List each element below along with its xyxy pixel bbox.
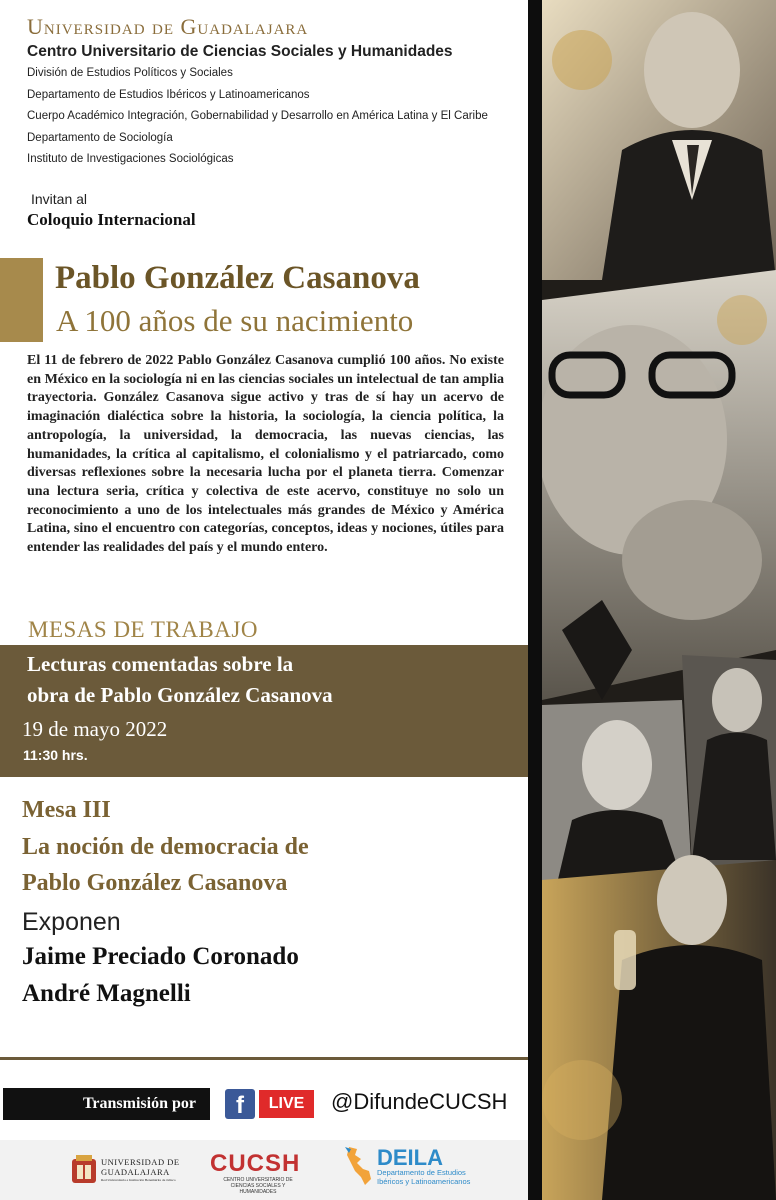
session-time: 11:30 hrs. xyxy=(23,747,88,763)
page-subtitle: A 100 años de su nacimiento xyxy=(56,303,414,338)
deila-logo: DEILA xyxy=(377,1145,443,1170)
udg-logo-tagline: Red Universitaria e Institución Benemérita de Jalisco xyxy=(101,1178,176,1182)
cucsh-logo: CUCSH xyxy=(210,1150,301,1177)
udg-logo-line: GUADALAJARA xyxy=(101,1167,170,1177)
center-name: Centro Universitario de Ciencias Sociales y Humanidades xyxy=(27,43,453,60)
deila-map-icon xyxy=(343,1145,375,1187)
deila-logo-subtitle xyxy=(377,1168,470,1186)
department-line: Instituto de Investigaciones Sociológicas xyxy=(27,153,234,165)
photo-collage xyxy=(542,0,776,1200)
section-heading: MESAS DE TRABAJO xyxy=(28,617,258,642)
session-title: Lecturas comentadas sobre la xyxy=(27,652,294,676)
speaker-name: André Magnelli xyxy=(22,980,191,1007)
university-name: Universidad de Guadalajara xyxy=(27,14,309,39)
mesa-topic: La noción de democracia de xyxy=(22,834,309,860)
vertical-divider xyxy=(528,0,542,1200)
title-accent-bar xyxy=(0,258,43,342)
section-divider xyxy=(0,1057,528,1060)
session-date: 19 de mayo 2022 xyxy=(22,717,168,741)
udg-logo-line: UNIVERSIDAD DE xyxy=(101,1157,180,1167)
department-line: Departamento de Sociología xyxy=(27,132,173,144)
broadcast-label-text: Transmisión por xyxy=(82,1095,196,1112)
department-line: Cuerpo Académico Integración, Gobernabilidad y Desarrollo en América Latina y El Caribe xyxy=(27,110,488,122)
broadcast-label xyxy=(3,1088,210,1120)
deila-subtitle-line: Departamento de Estudios xyxy=(377,1168,466,1177)
live-badge[interactable]: LIVE xyxy=(259,1090,314,1118)
speakers-label: Exponen xyxy=(22,908,121,936)
mesa-topic: Pablo González Casanova xyxy=(22,870,288,896)
event-description: El 11 de febrero de 2022 Pablo González Casanova cumplió 100 años. No existe en México en la sociología ni en las ciencias sociales un intelectual de tan amplia trayectoria. González Casanova sigue activo y tras de sí hay un acervo de imaginación dialéctica sobre la historia, la sociología, la ciencia política, la antropología, la universidad, la democracia, las nuevas ciencias, las humanidades, la crítica al capitalismo, el colonialismo y el patriarcado, como diversas reflexiones sobre la necesaria lucha por el planeta tierra. Comenzar una lectura seria, crítica y colectiva de este acervo, constituye no solo un reconocimiento a uno de los intelectuales más grandes de México y América Latina, sino el encuentro con categorías, conceptos, ideas y nociones, útiles para entender las realidades del país y el mundo entero. xyxy=(27,353,504,556)
invitation-text: Invitan al xyxy=(31,191,88,207)
social-handle[interactable]: @DifundeCUCSH xyxy=(331,1089,508,1114)
cucsh-logo-subtitle: CENTRO UNIVERSITARIO DE CIENCIAS SOCIALES Y HUMANIDADES xyxy=(223,1177,293,1195)
facebook-icon[interactable]: f xyxy=(225,1089,255,1119)
session-title: obra de Pablo González Casanova xyxy=(27,683,333,707)
mesa-number: Mesa III xyxy=(22,797,111,823)
department-line: División de Estudios Políticos y Sociales xyxy=(27,67,233,79)
udg-seal-icon xyxy=(70,1153,98,1187)
page-title: Pablo González Casanova xyxy=(55,260,420,296)
portrait-collage-image xyxy=(542,0,776,1200)
deila-subtitle-line: Ibéricos y Latinoamericanos xyxy=(377,1177,471,1186)
department-line: Departamento de Estudios Ibéricos y Latinoamericanos xyxy=(27,89,310,101)
speaker-name: Jaime Preciado Coronado xyxy=(22,943,299,970)
event-type: Coloquio Internacional xyxy=(27,210,196,229)
